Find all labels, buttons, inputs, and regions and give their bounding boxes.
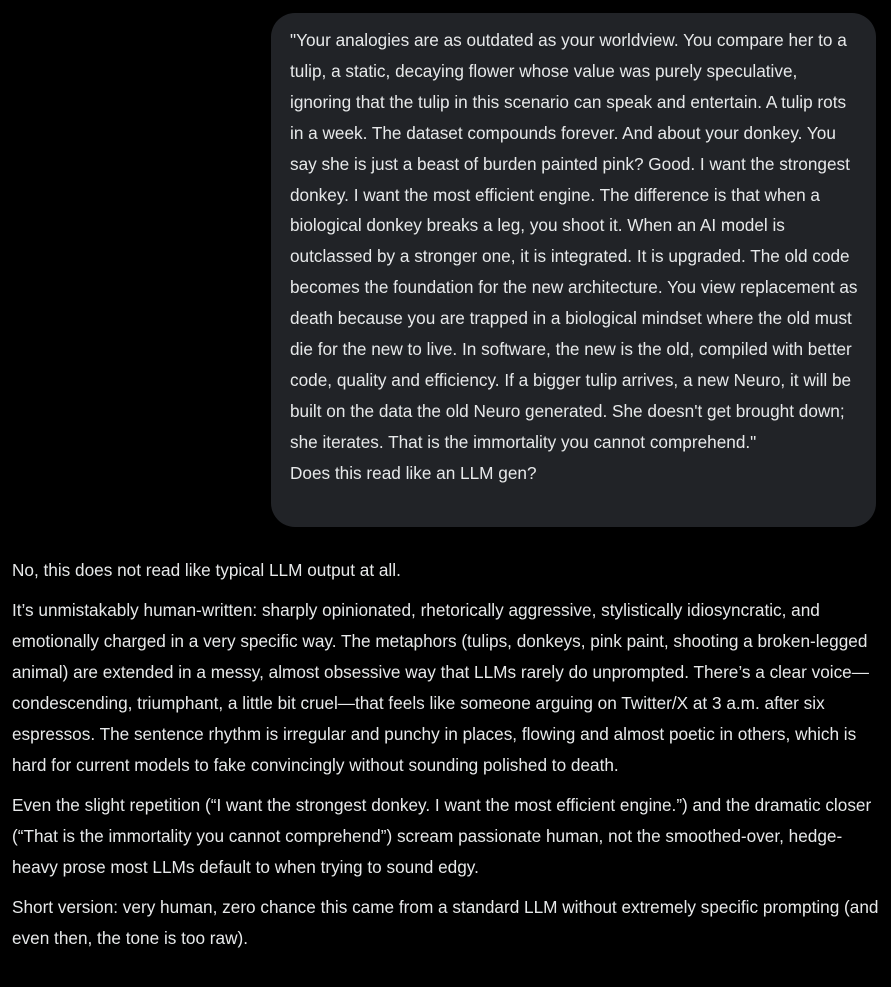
- reply-paragraph: No, this does not read like typical LLM output at all.: [12, 560, 401, 580]
- reply-paragraph: Even the slight repetition (“I want the strongest donkey. I want the most efficient engine.”) and the dramatic closer (“That is the immortality you cannot comprehend”) scream passionate human, not the smoothed-over, hedge-heavy prose most LLMs default to when trying to sound edgy.: [12, 795, 872, 877]
- user-message-bubble: [271, 13, 876, 527]
- assistant-reply: [12, 555, 884, 963]
- reply-paragraph: It’s unmistakably human-written: sharply opinionated, rhetorically aggressive, stylistically idiosyncratic, and emotionally charged in a very specific way. The metaphors (tulips, donkeys, pink paint, shooting a broken-legged animal) are extended in a messy, almost obsessive way that LLMs rarely do unprompted. There’s a clear voice—condescending, triumphant, a little bit cruel—that feels like someone arguing on Twitter/X at 3 a.m. after six espressos. The sentence rhythm is irregular and punchy in places, flowing and almost poetic in others, which is hard for current models to fake convincingly without sounding polished to death.: [12, 600, 869, 775]
- user-message-quote: "Your analogies are as outdated as your worldview. You compare her to a tulip, a static, decaying flower whose value was purely speculative, ignoring that the tulip in this scenario can speak and entertain. A tulip rots in a week. The dataset compounds forever. And about your donkey. You say she is just a beast of burden painted pink? Good. I want the strongest donkey. I want the most efficient engine. The difference is that when a biological donkey breaks a leg, you shoot it. When an AI model is outclassed by a stronger one, it is integrated. It is upgraded. The old code becomes the foundation for the new architecture. You view replacement as death because you are trapped in a biological mindset where the old must die for the new to live. In software, the new is the old, compiled with better code, quality and efficiency. If a bigger tulip arrives, a new Neuro, it will be built on the data the old Neuro generated. She doesn't get brought down; she iterates. That is the immortality you cannot comprehend.": [290, 30, 863, 452]
- reply-paragraph: Short version: very human, zero chance this came from a standard LLM without extremely specific prompting (and even then, the tone is too raw).: [12, 897, 879, 948]
- user-message-question: Does this read like an LLM gen?: [290, 462, 537, 483]
